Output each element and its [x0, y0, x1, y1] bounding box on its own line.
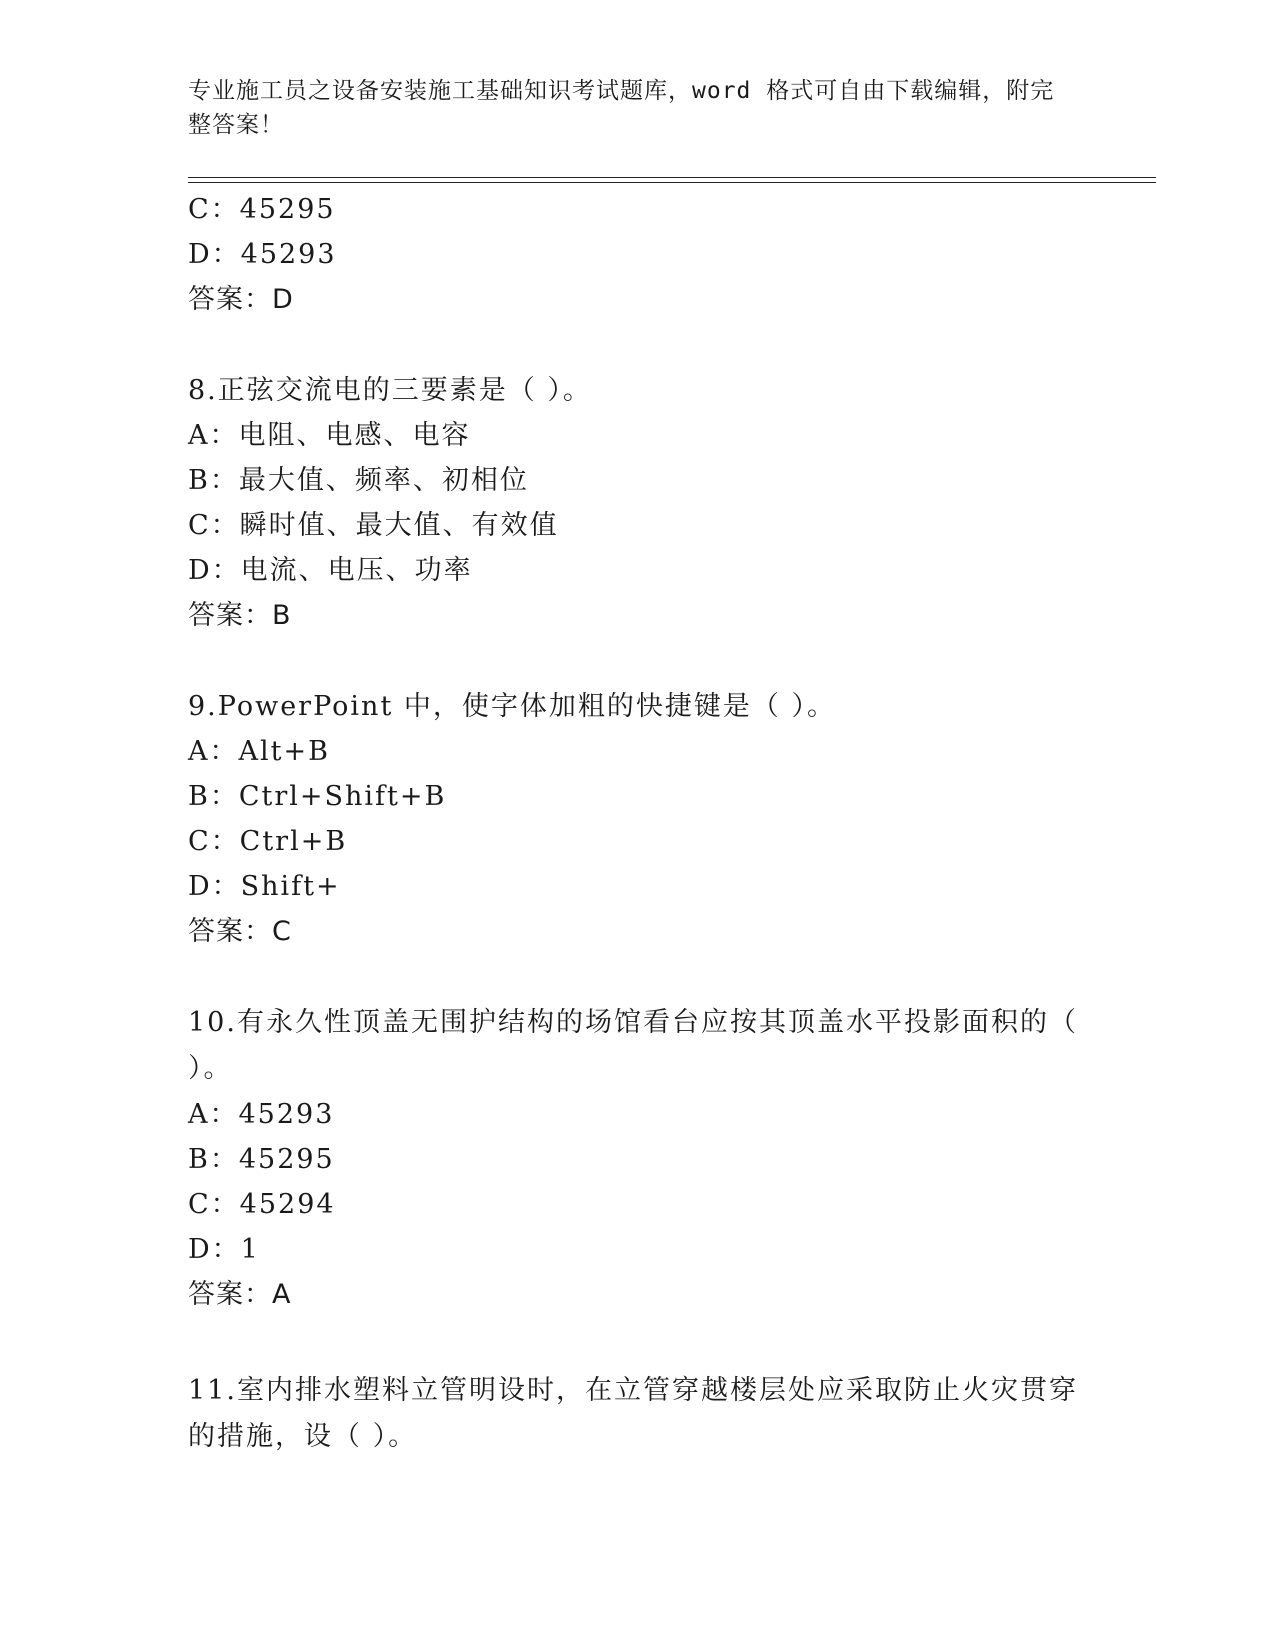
answer-line: 答案：C — [188, 916, 292, 947]
option-d: D：45293 — [188, 239, 337, 270]
question-stem-9: 9.PowerPoint 中，使字体加粗的快捷键是（ ）。 — [188, 691, 836, 722]
header-divider-top — [188, 177, 1156, 178]
option-b: B：最大值、频率、初相位 — [188, 465, 529, 496]
option-b: B：Ctrl+Shift+B — [188, 781, 447, 812]
option-a: A：电阻、电感、电容 — [188, 420, 471, 451]
option-a: A：Alt+B — [188, 736, 330, 767]
question-stem-11: 11.室内排水塑料立管明设时，在立管穿越楼层处应采取防止火灾贯穿的措施，设（ ）。 — [188, 1375, 1078, 1452]
option-a: A：45293 — [188, 1099, 335, 1130]
option-c: C：Ctrl+B — [188, 826, 348, 857]
answer-line: 答案：A — [188, 1279, 292, 1310]
option-d: D：1 — [188, 1234, 260, 1265]
option-b: B：45295 — [188, 1144, 335, 1175]
document-header: 专业施工员之设备安装施工基础知识考试题库，word 格式可自由下载编辑，附完整答案！ — [188, 78, 1055, 138]
answer-line: 答案：D — [188, 284, 294, 315]
option-d: D：电流、电压、功率 — [188, 555, 473, 586]
option-c: C：45295 — [188, 194, 336, 225]
answer-line: 答案：B — [188, 600, 292, 631]
question-stem-10: 10.有永久性顶盖无围护结构的场馆看台应按其顶盖水平投影面积的（ ）。 — [188, 1007, 1078, 1084]
option-d: D：Shift+ — [188, 871, 341, 902]
header-divider-bottom — [188, 182, 1156, 183]
option-c: C：45294 — [188, 1189, 336, 1220]
option-c: C：瞬时值、最大值、有效值 — [188, 510, 559, 541]
question-stem-8: 8.正弦交流电的三要素是（ ）。 — [188, 375, 592, 406]
